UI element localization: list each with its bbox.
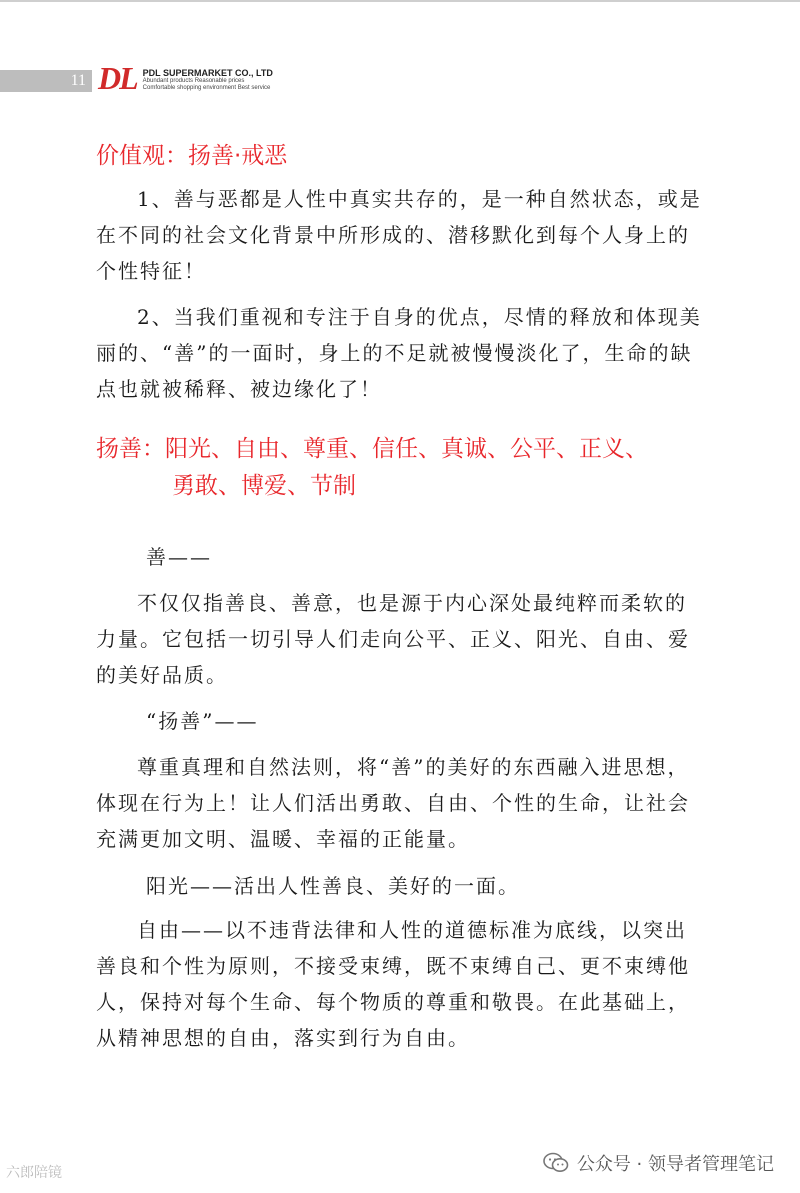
shan-heading: 善—— xyxy=(146,545,212,569)
page-top-border xyxy=(0,0,800,2)
section-title-yangshan-line2: 勇敢、博爱、节制 xyxy=(172,473,356,499)
page-number: 11 xyxy=(70,72,86,89)
company-logo xyxy=(98,60,273,94)
yangshan-heading: “扬善”—— xyxy=(146,709,259,733)
wechat-label: 公众号 · 领导者管理笔记 xyxy=(576,1154,774,1175)
logo-text xyxy=(143,68,273,94)
section-title-values: 价值观：扬善·戒恶 xyxy=(96,143,288,169)
wechat-account xyxy=(543,1150,774,1176)
paragraph-2: 2、当我们重视和专注于自身的优点，尽情的释放和体现美丽的、“善”的一面时，身上的不足就被慢慢淡化了，生命的缺点也就被稀释、被边缘化了！ xyxy=(96,305,702,401)
wechat-icon xyxy=(543,1152,569,1174)
paragraph-1: 1、善与恶都是人性中真实共存的，是一种自然状态，或是在不同的社会文化背景中所形成的、潜移默化到每个人身上的个性特征！ xyxy=(96,187,702,283)
sunshine-line: 阳光——活出人性善良、美好的一面。 xyxy=(146,874,520,898)
company-name: PDL SUPERMARKET CO., LTD xyxy=(142,68,273,78)
logo-mark: DL xyxy=(98,60,137,96)
freedom-paragraph: 自由——以不违背法律和人性的道德标准为底线，以突出善良和个性为原则，不接受束缚，既不束缚自己、更不束缚他人，保持对每个生命、每个物质的尊重和敬畏。在此基础上，从精神思想的自由，落实到行为自由。 xyxy=(96,918,690,1050)
watermark-left: 六郎陪镜 xyxy=(6,1165,62,1181)
yangshan-paragraph: 尊重真理和自然法则，将“善”的美好的东西融入进思想，体现在行为上！让人们活出勇敢、自由、个性的生命，让社会充满更加文明、温暖、幸福的正能量。 xyxy=(96,755,690,851)
shan-paragraph: 不仅仅指善良、善意，也是源于内心深处最纯粹而柔软的力量。它包括一切引导人们走向公平、正义、阳光、自由、爱的美好品质。 xyxy=(96,591,690,687)
company-tagline-1: Abundant products Reasonable prices xyxy=(142,78,245,84)
section-title-yangshan-line1: 扬善：阳光、自由、尊重、信任、真诚、公平、正义、 xyxy=(96,436,648,462)
company-tagline-2: Comfortable shopping environment Best service xyxy=(142,85,271,91)
